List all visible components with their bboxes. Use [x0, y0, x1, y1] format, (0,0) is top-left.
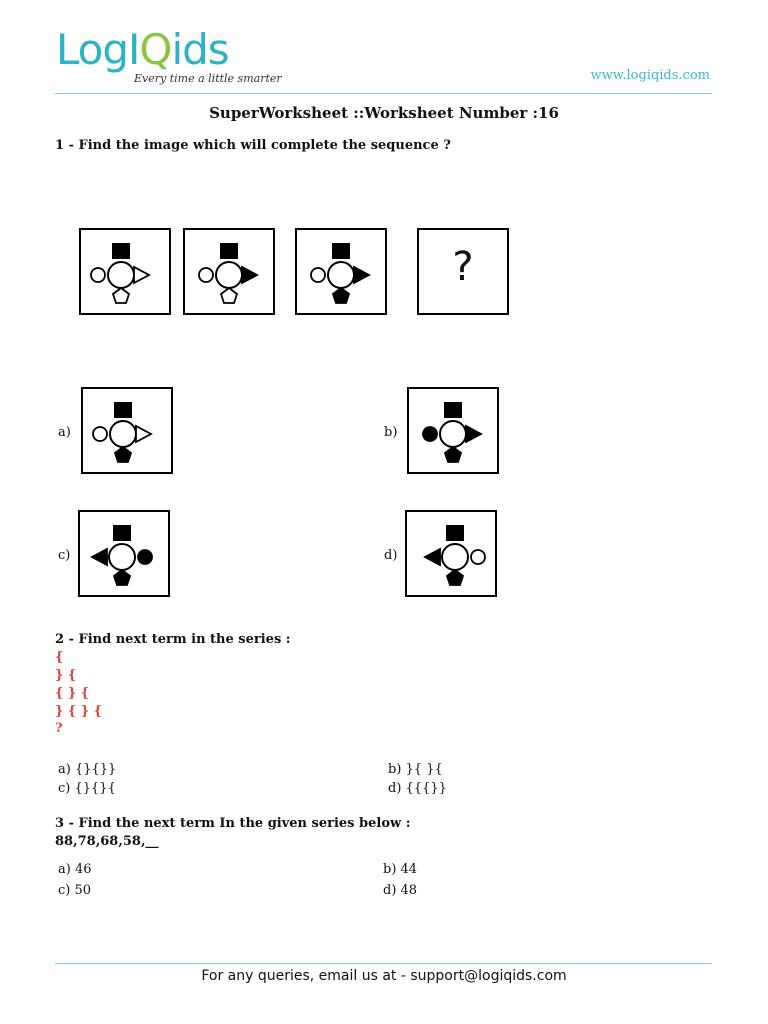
series-term-4: } { } {: [55, 704, 103, 719]
q2-option-d[interactable]: d) {{{}}: [388, 781, 447, 796]
logo-text-part1: LogI: [56, 25, 140, 74]
option-c-label: c): [58, 548, 71, 563]
worksheet-title: SuperWorksheet ::Worksheet Number :16: [209, 104, 559, 122]
question-1-prompt: 1 - Find the image which will complete the sequence ?: [55, 138, 451, 153]
sequence-figure-2: [183, 228, 275, 315]
logo-text-part3: ids: [171, 25, 229, 74]
sequence-figure-3: [295, 228, 387, 315]
sequence-figure-1: [79, 228, 171, 315]
series-term-1: {: [55, 650, 64, 665]
q2-option-a[interactable]: a) {}{}}: [58, 762, 117, 777]
question-mark: ?: [452, 244, 474, 290]
header-divider: [55, 93, 712, 94]
footer-divider: [55, 963, 712, 964]
q3-option-c[interactable]: c) 50: [58, 883, 92, 898]
sequence-unknown-figure: [417, 228, 509, 315]
q3-option-b[interactable]: b) 44: [383, 862, 418, 877]
option-a-label: a): [58, 425, 71, 440]
option-b-figure[interactable]: [407, 387, 499, 474]
footer-contact: For any queries, email us at - support@logiqids.com: [201, 968, 567, 984]
website-link[interactable]: www.logiqids.com: [590, 68, 710, 83]
option-c-figure[interactable]: [78, 510, 170, 597]
series-term-3: { } {: [55, 686, 90, 701]
q3-option-a[interactable]: a) 46: [58, 862, 92, 877]
series-term-5: ?: [55, 721, 63, 736]
question-3-series: 88,78,68,58,__: [55, 834, 159, 849]
q3-option-d[interactable]: d) 48: [383, 883, 418, 898]
q2-option-b[interactable]: b) }{ }{: [388, 762, 443, 777]
question-3-prompt: 3 - Find the next term In the given series below :: [55, 816, 411, 831]
logo: [56, 25, 229, 74]
option-d-label: d): [384, 548, 398, 563]
option-b-label: b): [384, 425, 398, 440]
logo-text-part2: Q: [139, 25, 172, 74]
series-term-2: } {: [55, 668, 77, 683]
option-d-figure[interactable]: [405, 510, 497, 597]
question-2-prompt: 2 - Find next term in the series :: [55, 632, 291, 647]
option-a-figure[interactable]: [81, 387, 173, 474]
logo-tagline: Every time a little smarter: [134, 72, 282, 85]
q2-option-c[interactable]: c) {}{}{: [58, 781, 116, 796]
